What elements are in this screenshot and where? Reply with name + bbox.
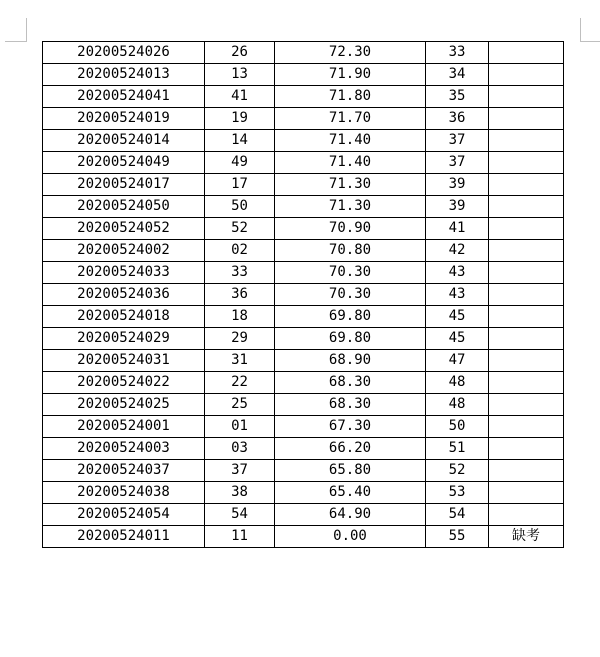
exam-id-cell: 20200524050 — [43, 196, 205, 218]
rank-cell: 35 — [426, 86, 489, 108]
score-table-body — [43, 42, 564, 548]
seat-number-cell: 22 — [205, 372, 275, 394]
score-cell: 65.40 — [275, 482, 426, 504]
note-cell — [489, 482, 564, 504]
table-row — [43, 108, 564, 130]
seat-number-cell: 01 — [205, 416, 275, 438]
table-row — [43, 64, 564, 86]
rank-cell: 37 — [426, 130, 489, 152]
rank-cell: 42 — [426, 240, 489, 262]
score-cell: 71.90 — [275, 64, 426, 86]
rank-cell: 41 — [426, 218, 489, 240]
score-cell: 68.90 — [275, 350, 426, 372]
exam-id-cell: 20200524041 — [43, 86, 205, 108]
table-row — [43, 196, 564, 218]
note-cell — [489, 130, 564, 152]
score-cell: 71.40 — [275, 130, 426, 152]
rank-cell: 33 — [426, 42, 489, 64]
score-cell: 71.30 — [275, 196, 426, 218]
score-cell: 0.00 — [275, 526, 426, 548]
table-row — [43, 482, 564, 504]
seat-number-cell: 13 — [205, 64, 275, 86]
seat-number-cell: 25 — [205, 394, 275, 416]
note-cell — [489, 86, 564, 108]
exam-id-cell: 20200524017 — [43, 174, 205, 196]
table-row — [43, 416, 564, 438]
note-cell — [489, 284, 564, 306]
page-corner-mark-left — [0, 0, 30, 45]
seat-number-cell: 17 — [205, 174, 275, 196]
rank-cell: 47 — [426, 350, 489, 372]
score-cell: 68.30 — [275, 394, 426, 416]
exam-id-cell: 20200524019 — [43, 108, 205, 130]
seat-number-cell: 33 — [205, 262, 275, 284]
note-cell — [489, 42, 564, 64]
note-cell — [489, 152, 564, 174]
seat-number-cell: 14 — [205, 130, 275, 152]
table-row — [43, 504, 564, 526]
seat-number-cell: 52 — [205, 218, 275, 240]
seat-number-cell: 26 — [205, 42, 275, 64]
exam-id-cell: 20200524003 — [43, 438, 205, 460]
table-row — [43, 372, 564, 394]
rank-cell: 48 — [426, 372, 489, 394]
table-row — [43, 438, 564, 460]
score-cell: 68.30 — [275, 372, 426, 394]
seat-number-cell: 03 — [205, 438, 275, 460]
note-cell — [489, 416, 564, 438]
seat-number-cell: 31 — [205, 350, 275, 372]
seat-number-cell: 54 — [205, 504, 275, 526]
table-row — [43, 130, 564, 152]
exam-id-cell: 20200524022 — [43, 372, 205, 394]
rank-cell: 39 — [426, 174, 489, 196]
exam-id-cell: 20200524013 — [43, 64, 205, 86]
score-cell: 67.30 — [275, 416, 426, 438]
note-cell — [489, 262, 564, 284]
seat-number-cell: 19 — [205, 108, 275, 130]
exam-id-cell: 20200524018 — [43, 306, 205, 328]
table-row — [43, 240, 564, 262]
note-cell — [489, 218, 564, 240]
score-cell: 69.80 — [275, 328, 426, 350]
seat-number-cell: 36 — [205, 284, 275, 306]
seat-number-cell: 02 — [205, 240, 275, 262]
seat-number-cell: 49 — [205, 152, 275, 174]
exam-id-cell: 20200524049 — [43, 152, 205, 174]
score-table — [42, 41, 564, 548]
table-row — [43, 350, 564, 372]
note-cell — [489, 460, 564, 482]
page-corner-mark-right — [570, 0, 600, 45]
score-cell: 71.80 — [275, 86, 426, 108]
exam-id-cell: 20200524026 — [43, 42, 205, 64]
rank-cell: 54 — [426, 504, 489, 526]
exam-id-cell: 20200524014 — [43, 130, 205, 152]
rank-cell: 45 — [426, 306, 489, 328]
table-row — [43, 328, 564, 350]
exam-id-cell: 20200524025 — [43, 394, 205, 416]
note-cell — [489, 504, 564, 526]
seat-number-cell: 38 — [205, 482, 275, 504]
table-row — [43, 460, 564, 482]
note-cell — [489, 394, 564, 416]
note-cell: 缺考 — [489, 526, 564, 548]
exam-id-cell: 20200524002 — [43, 240, 205, 262]
note-cell — [489, 328, 564, 350]
exam-id-cell: 20200524036 — [43, 284, 205, 306]
score-cell: 71.40 — [275, 152, 426, 174]
exam-id-cell: 20200524029 — [43, 328, 205, 350]
rank-cell: 43 — [426, 262, 489, 284]
rank-cell: 52 — [426, 460, 489, 482]
score-cell: 70.90 — [275, 218, 426, 240]
rank-cell: 43 — [426, 284, 489, 306]
seat-number-cell: 37 — [205, 460, 275, 482]
score-cell: 70.30 — [275, 284, 426, 306]
note-cell — [489, 196, 564, 218]
note-cell — [489, 174, 564, 196]
rank-cell: 53 — [426, 482, 489, 504]
exam-id-cell: 20200524052 — [43, 218, 205, 240]
rank-cell: 34 — [426, 64, 489, 86]
rank-cell: 48 — [426, 394, 489, 416]
note-cell — [489, 306, 564, 328]
score-cell: 64.90 — [275, 504, 426, 526]
table-row — [43, 152, 564, 174]
score-cell: 66.20 — [275, 438, 426, 460]
table-row — [43, 284, 564, 306]
seat-number-cell: 29 — [205, 328, 275, 350]
note-cell — [489, 438, 564, 460]
seat-number-cell: 41 — [205, 86, 275, 108]
note-cell — [489, 350, 564, 372]
score-cell: 69.80 — [275, 306, 426, 328]
rank-cell: 55 — [426, 526, 489, 548]
table-row — [43, 306, 564, 328]
table-row — [43, 262, 564, 284]
exam-id-cell: 20200524038 — [43, 482, 205, 504]
seat-number-cell: 11 — [205, 526, 275, 548]
exam-id-cell: 20200524011 — [43, 526, 205, 548]
rank-cell: 39 — [426, 196, 489, 218]
exam-id-cell: 20200524037 — [43, 460, 205, 482]
table-row — [43, 218, 564, 240]
score-cell: 70.80 — [275, 240, 426, 262]
table-row — [43, 526, 564, 548]
rank-cell: 37 — [426, 152, 489, 174]
rank-cell: 50 — [426, 416, 489, 438]
score-cell: 72.30 — [275, 42, 426, 64]
seat-number-cell: 18 — [205, 306, 275, 328]
table-row — [43, 42, 564, 64]
note-cell — [489, 240, 564, 262]
note-cell — [489, 64, 564, 86]
table-row — [43, 174, 564, 196]
score-cell: 70.30 — [275, 262, 426, 284]
exam-id-cell: 20200524054 — [43, 504, 205, 526]
score-cell: 65.80 — [275, 460, 426, 482]
seat-number-cell: 50 — [205, 196, 275, 218]
exam-id-cell: 20200524031 — [43, 350, 205, 372]
rank-cell: 45 — [426, 328, 489, 350]
table-row — [43, 394, 564, 416]
rank-cell: 36 — [426, 108, 489, 130]
score-cell: 71.70 — [275, 108, 426, 130]
rank-cell: 51 — [426, 438, 489, 460]
score-cell: 71.30 — [275, 174, 426, 196]
exam-id-cell: 20200524033 — [43, 262, 205, 284]
note-cell — [489, 372, 564, 394]
table-row — [43, 86, 564, 108]
exam-id-cell: 20200524001 — [43, 416, 205, 438]
note-cell — [489, 108, 564, 130]
